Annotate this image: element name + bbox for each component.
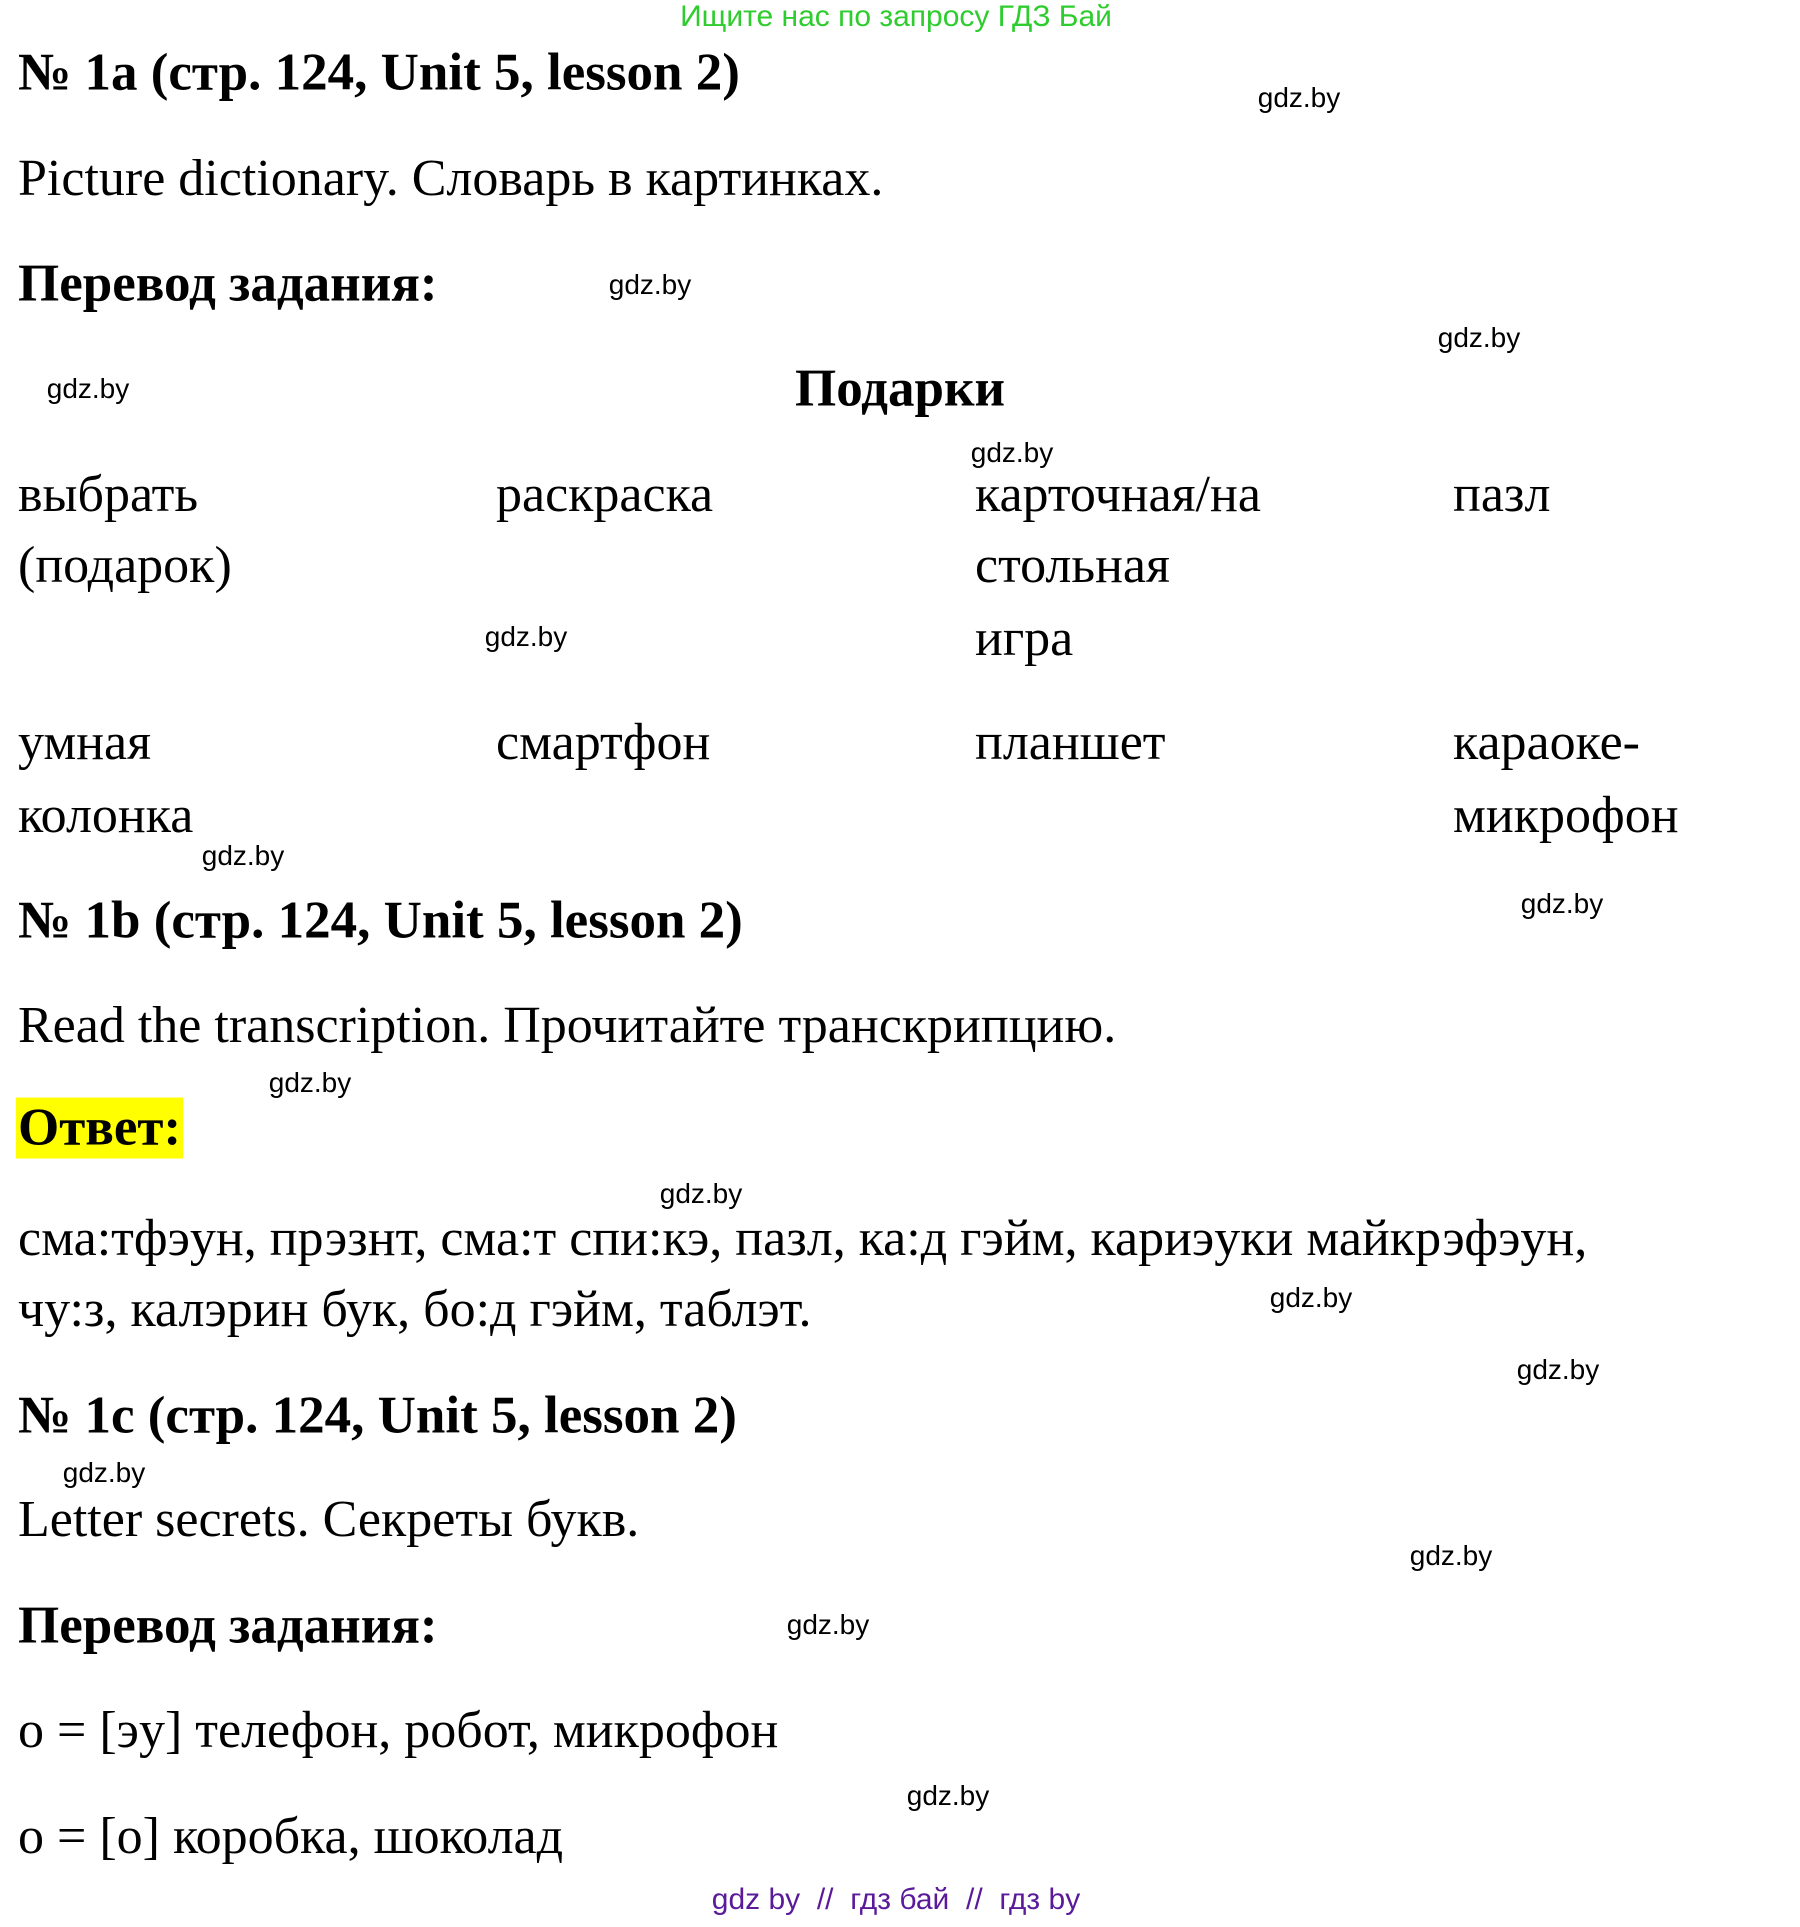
watermark: gdz.by [46,372,130,404]
word-card-game-2: стольная [975,537,1170,595]
word-choose-2: (подарок) [18,537,232,595]
watermark: gdz.by [1520,887,1604,919]
exercise-1a-translation-label: Перевод задания: [18,254,438,313]
watermark: gdz.by [1516,1353,1600,1385]
watermark: gdz.by [1409,1539,1493,1571]
letter-rule: o = [o] коробка, шоколад [18,1808,564,1866]
gifts-heading: Подарки [794,359,1006,418]
exercise-1c-translation-label: Перевод задания: [18,1596,438,1655]
watermark: gdz.by [659,1177,743,1209]
word-karaoke-2: микрофон [1453,787,1679,845]
answer-label: Ответ: [18,1098,182,1157]
word-smart-speaker: умная [18,714,152,772]
exercise-1c-title: № 1c (стр. 124, Unit 5, lesson 2) [18,1386,737,1445]
answer-line: сма:тфэун, прэзнт, сма:т спи:кэ, пазл, ка:д гэйм, кариэуки майкрэфэун, [18,1210,1588,1268]
watermark: gdz.by [268,1066,352,1098]
watermark: gdz.by [201,839,285,871]
word-smartphone: смартфон [496,714,711,772]
word-smart-speaker-2: колонка [18,787,194,845]
letter-rule: o = [эу] телефон, робот, микрофон [18,1702,779,1760]
exercise-1a-instruction: Picture dictionary. Словарь в картинках. [18,150,884,208]
watermark: gdz.by [62,1456,146,1488]
word-karaoke: караоке- [1453,714,1641,772]
footer-links[interactable]: gdz by // гдз бай // гдз by [711,1882,1081,1916]
exercise-1c-instruction: Letter secrets. Секреты букв. [18,1491,640,1549]
watermark: gdz.by [906,1779,990,1811]
word-tablet: планшет [975,714,1166,772]
watermark: gdz.by [1269,1281,1353,1313]
watermark: gdz.by [484,620,568,652]
watermark: gdz.by [1257,81,1341,113]
exercise-1a-title: № 1a (стр. 124, Unit 5, lesson 2) [18,43,740,102]
exercise-1b-instruction: Read the transcription. Прочитайте транскрипцию. [18,997,1117,1055]
watermark: gdz.by [1437,321,1521,353]
word-choose: выбрать [18,466,199,524]
watermark: gdz.by [608,268,692,300]
watermark: gdz.by [786,1608,870,1640]
word-card-game: карточная/на [975,466,1261,524]
word-puzzle: пазл [1453,466,1551,524]
answer-line: чу:з, калэрин бук, бо:д гэйм, таблэт. [18,1281,812,1339]
watermark: gdz.by [970,436,1054,468]
word-card-game-3: игра [975,610,1074,668]
exercise-1b-title: № 1b (стр. 124, Unit 5, lesson 2) [18,891,743,950]
top-banner-link[interactable]: Ищите нас по запросу ГДЗ Бай [680,0,1112,33]
word-colouring-book: раскраска [496,466,714,524]
